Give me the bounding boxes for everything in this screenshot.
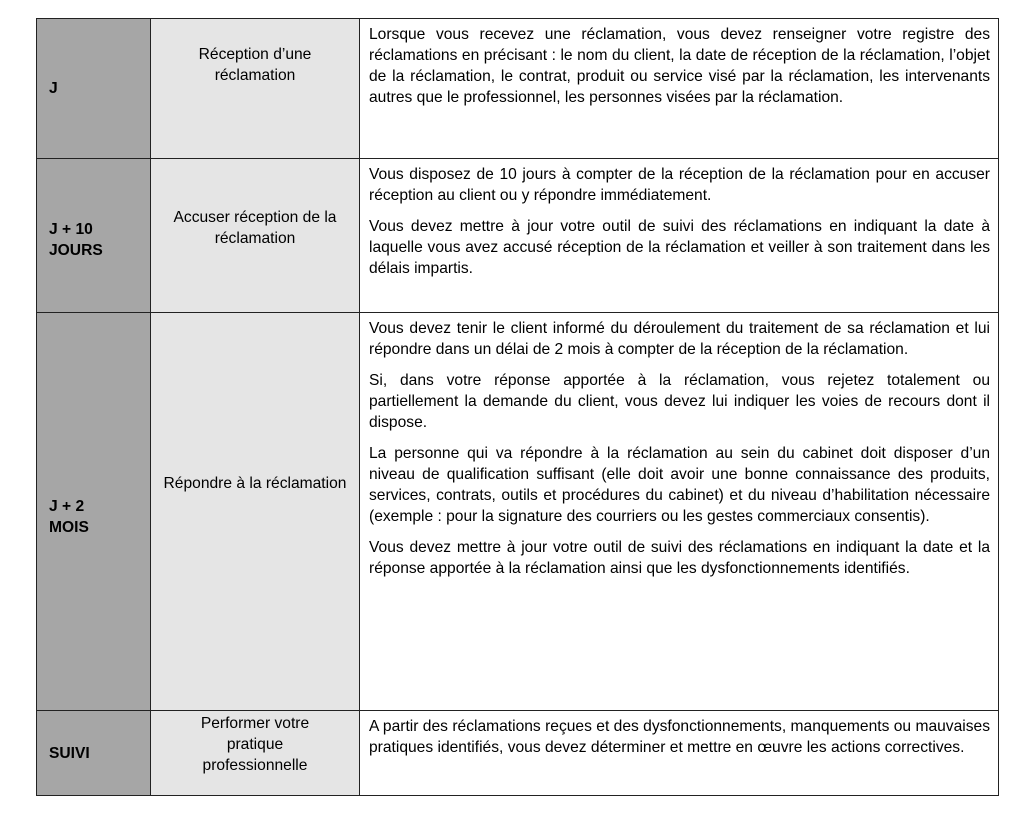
description-cell: [360, 711, 999, 796]
action-cell: [151, 711, 360, 796]
action-label: Accuser réception de la réclamation: [173, 209, 337, 247]
description-paragraph: Vous disposez de 10 jours à compter de la réception de la réclamation pour en accuser réception au client ou y répondre immédiatement.: [369, 166, 990, 204]
description-paragraph: A partir des réclamations reçues et des dysfonctionnements, manquements ou mauvaises pratiques identifiés, vous devez déterminer et mettre en œuvre les actions correctives.: [369, 718, 990, 756]
table-row: [37, 313, 999, 711]
step-label: J + 10 JOURS: [49, 220, 103, 259]
description-paragraph: La personne qui va répondre à la réclamation au sein du cabinet doit disposer d’un niveau de qualification suffisant (elle doit avoir une bonne connaissance des produits, services, contrats, outils et procédures du cabinet) et du niveau d’habilitation nécessaire (exemple : pour la signature des courriers ou les gestes commerciaux consentis).: [369, 445, 990, 525]
description-paragraph: Si, dans votre réponse apportée à la réclamation, vous rejetez totalement ou partiellement la demande du client, vous devez lui indiquer les voies de recours dont il dispose.: [369, 372, 990, 431]
step-cell: [37, 159, 151, 313]
description-paragraph: Vous devez mettre à jour votre outil de suivi des réclamations en indiquant la date et la réponse apportée à la réclamation ainsi que les dysfonctionnements identifiés.: [369, 539, 990, 577]
step-label: SUIVI: [49, 744, 90, 762]
table-row: [37, 711, 999, 796]
action-cell: [151, 19, 360, 159]
description-paragraph: Vous devez mettre à jour votre outil de suivi des réclamations en indiquant la date à laquelle vous avez accusé réception de la réclamation et veiller à son traitement dans les délais impartis.: [369, 218, 990, 277]
action-cell: [151, 313, 360, 711]
description-cell: [360, 19, 999, 159]
claims-procedure-table: [36, 18, 999, 796]
description-cell: [360, 313, 999, 711]
description-paragraph: Lorsque vous recevez une réclamation, vous devez renseigner votre registre des réclamations en précisant : le nom du client, la date de réception de la réclamation, l’objet de la réclamation, le contrat, produit ou service visé par la réclamation, les intervenants autres que le professionnel, les personnes visées par la réclamation.: [369, 26, 990, 106]
step-cell: [37, 19, 151, 159]
action-label: Performer votre pratique professionnelle: [200, 715, 310, 774]
step-cell: [37, 313, 151, 711]
description-cell: [360, 159, 999, 313]
step-cell: [37, 711, 151, 796]
action-label: Réception d’une réclamation: [198, 46, 312, 84]
step-label: J + 2 MOIS: [49, 497, 89, 536]
step-label: J: [49, 80, 58, 97]
action-cell: [151, 159, 360, 313]
action-label: Répondre à la réclamation: [163, 475, 347, 492]
description-paragraph: Vous devez tenir le client informé du déroulement du traitement de sa réclamation et lui répondre dans un délai de 2 mois à compter de la réception de la réclamation.: [369, 320, 990, 358]
table-row: [37, 19, 999, 159]
table-row: [37, 159, 999, 313]
